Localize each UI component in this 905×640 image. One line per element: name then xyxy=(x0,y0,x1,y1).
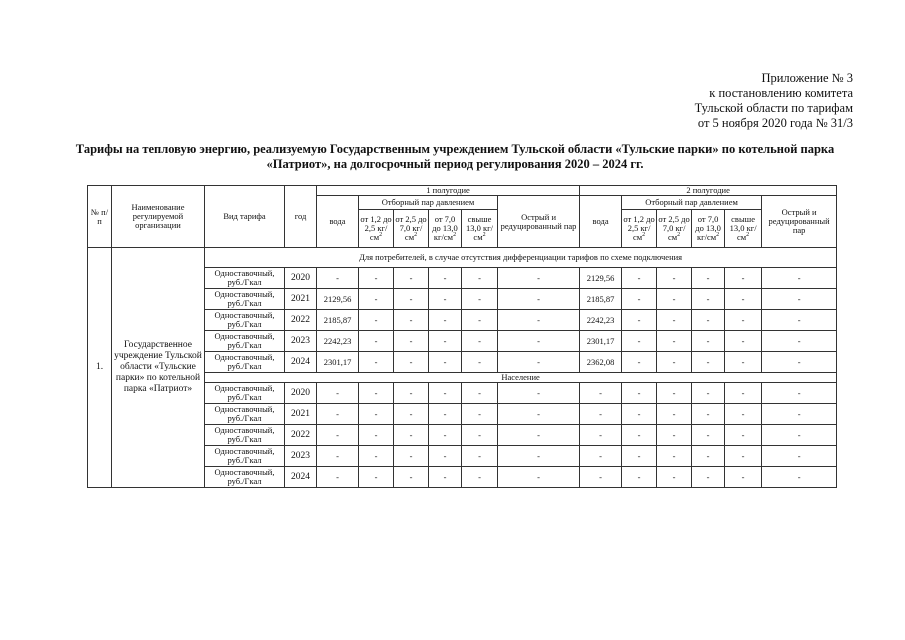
h1-steam-cell: - xyxy=(429,331,462,352)
h2-steam-cell: - xyxy=(725,467,762,488)
year-cell: 2024 xyxy=(285,352,317,373)
h1-water-cell: 2301,17 xyxy=(317,352,359,373)
h2-steam-cell: - xyxy=(762,310,837,331)
h1-steam-cell: - xyxy=(462,268,498,289)
h1-steam-cell: - xyxy=(394,467,429,488)
header-sharp-steam-h1: Острый и редуцированный пар xyxy=(498,196,580,248)
h1-steam-cell: - xyxy=(462,289,498,310)
h2-water-cell: 2185,87 xyxy=(580,289,622,310)
document-title: Тарифы на тепловую энергию, реализуемую Государственным учреждением Тульской области «Тульские парки» по котельной парка «Патриот», на долгосрочный период регулирования 2020 – 2024 гг. xyxy=(75,142,835,171)
h1-steam-cell: - xyxy=(394,446,429,467)
header-p1-h1: от 1,2 до 2,5 $кг/см^2$ xyxy=(359,210,394,248)
h1-steam-cell: - xyxy=(394,352,429,373)
h2-water-cell: 2301,17 xyxy=(580,331,622,352)
h1-steam-cell: - xyxy=(462,352,498,373)
tariff-table-body xyxy=(88,248,837,488)
h1-water-cell: - xyxy=(317,467,359,488)
h2-steam-cell: - xyxy=(622,446,657,467)
h2-steam-cell: - xyxy=(762,404,837,425)
header-half-2: 2 полугодие xyxy=(580,186,837,196)
h1-steam-cell: - xyxy=(359,310,394,331)
h2-steam-cell: - xyxy=(692,352,725,373)
tariff-type-cell: Одноставочный, руб./Гкал xyxy=(205,425,285,446)
h1-water-cell: 2129,56 xyxy=(317,289,359,310)
header-steam-h1: Отборный пар давлением xyxy=(359,196,498,210)
organization-name: Государственное учреждение Тульской области «Тульские парки» по котельной парка «Патриот» xyxy=(112,248,205,488)
h1-steam-cell: - xyxy=(359,404,394,425)
h2-steam-cell: - xyxy=(622,383,657,404)
h2-steam-cell: - xyxy=(725,352,762,373)
h2-steam-cell: - xyxy=(692,268,725,289)
tariff-type-cell: Одноставочный, руб./Гкал xyxy=(205,467,285,488)
h1-steam-cell: - xyxy=(429,268,462,289)
h1-steam-cell: - xyxy=(394,331,429,352)
year-cell: 2022 xyxy=(285,425,317,446)
h1-steam-cell: - xyxy=(498,331,580,352)
h2-steam-cell: - xyxy=(622,467,657,488)
h2-steam-cell: - xyxy=(622,425,657,446)
h1-steam-cell: - xyxy=(429,352,462,373)
h2-steam-cell: - xyxy=(762,268,837,289)
h2-steam-cell: - xyxy=(622,289,657,310)
h1-steam-cell: - xyxy=(359,446,394,467)
tariff-type-cell: Одноставочный, руб./Гкал xyxy=(205,352,285,373)
header-p1-h2: от 1,2 до 2,5 $кг/см^2$ xyxy=(622,210,657,248)
h1-steam-cell: - xyxy=(462,467,498,488)
tariff-type-cell: Одноставочный, руб./Гкал xyxy=(205,404,285,425)
h2-steam-cell: - xyxy=(762,289,837,310)
h2-steam-cell: - xyxy=(657,331,692,352)
h2-water-cell: - xyxy=(580,446,622,467)
h1-steam-cell: - xyxy=(498,289,580,310)
h2-steam-cell: - xyxy=(762,446,837,467)
h2-steam-cell: - xyxy=(725,268,762,289)
h1-steam-cell: - xyxy=(429,446,462,467)
h1-steam-cell: - xyxy=(498,268,580,289)
h2-steam-cell: - xyxy=(725,404,762,425)
h2-water-cell: 2242,23 xyxy=(580,310,622,331)
year-cell: 2020 xyxy=(285,268,317,289)
h2-steam-cell: - xyxy=(622,404,657,425)
h1-steam-cell: - xyxy=(462,425,498,446)
h2-steam-cell: - xyxy=(622,331,657,352)
header-tariff-type: Вид тарифа xyxy=(205,186,285,248)
h1-steam-cell: - xyxy=(394,268,429,289)
h2-steam-cell: - xyxy=(692,467,725,488)
h1-water-cell: - xyxy=(317,268,359,289)
h1-water-cell: 2242,23 xyxy=(317,331,359,352)
h2-steam-cell: - xyxy=(725,446,762,467)
header-p4-h1: свыше 13,0 $кг/см^2$ xyxy=(462,210,498,248)
h2-steam-cell: - xyxy=(762,383,837,404)
year-cell: 2021 xyxy=(285,289,317,310)
h1-steam-cell: - xyxy=(359,268,394,289)
h1-water-cell: - xyxy=(317,446,359,467)
h2-water-cell: - xyxy=(580,467,622,488)
h1-water-cell: 2185,87 xyxy=(317,310,359,331)
section-title: Для потребителей, в случае отсутствия дифференциации тарифов по схеме подключения xyxy=(205,248,837,268)
header-org-name: Наименование регулируемой организации xyxy=(112,186,205,248)
header-p3-h2: от 7,0 до 13,0 $кг/см^2$ xyxy=(692,210,725,248)
h2-steam-cell: - xyxy=(692,331,725,352)
header-half-1: 1 полугодие xyxy=(317,186,580,196)
header-p2-h2: от 2,5 до 7,0 $кг/см^2$ xyxy=(657,210,692,248)
h2-steam-cell: - xyxy=(657,404,692,425)
header-steam-h2: Отборный пар давлением xyxy=(622,196,762,210)
year-cell: 2020 xyxy=(285,383,317,404)
h1-steam-cell: - xyxy=(498,310,580,331)
h2-steam-cell: - xyxy=(657,425,692,446)
appendix-line-2: к постановлению комитета xyxy=(709,86,853,100)
h2-steam-cell: - xyxy=(692,289,725,310)
h1-steam-cell: - xyxy=(498,352,580,373)
h1-steam-cell: - xyxy=(394,404,429,425)
h1-steam-cell: - xyxy=(498,446,580,467)
tariff-type-cell: Одноставочный, руб./Гкал xyxy=(205,289,285,310)
h2-steam-cell: - xyxy=(725,331,762,352)
h2-steam-cell: - xyxy=(692,404,725,425)
h1-steam-cell: - xyxy=(394,383,429,404)
h1-steam-cell: - xyxy=(498,404,580,425)
h1-water-cell: - xyxy=(317,425,359,446)
tariff-type-cell: Одноставочный, руб./Гкал xyxy=(205,331,285,352)
h1-steam-cell: - xyxy=(498,425,580,446)
h1-water-cell: - xyxy=(317,404,359,425)
h1-steam-cell: - xyxy=(462,383,498,404)
row-number: 1. xyxy=(88,248,112,488)
year-cell: 2023 xyxy=(285,446,317,467)
appendix-line-1: Приложение № 3 xyxy=(761,71,853,85)
h2-steam-cell: - xyxy=(657,289,692,310)
h2-steam-cell: - xyxy=(622,268,657,289)
h2-steam-cell: - xyxy=(622,352,657,373)
year-cell: 2021 xyxy=(285,404,317,425)
h2-steam-cell: - xyxy=(692,310,725,331)
h1-steam-cell: - xyxy=(429,383,462,404)
h1-steam-cell: - xyxy=(429,425,462,446)
h2-steam-cell: - xyxy=(762,425,837,446)
h1-steam-cell: - xyxy=(462,310,498,331)
h2-steam-cell: - xyxy=(657,268,692,289)
h2-steam-cell: - xyxy=(692,425,725,446)
h2-steam-cell: - xyxy=(725,383,762,404)
h2-steam-cell: - xyxy=(725,425,762,446)
h2-steam-cell: - xyxy=(692,446,725,467)
h2-steam-cell: - xyxy=(725,310,762,331)
header-num: № п/п xyxy=(88,186,112,248)
h1-steam-cell: - xyxy=(429,289,462,310)
h1-steam-cell: - xyxy=(359,467,394,488)
h1-steam-cell: - xyxy=(429,310,462,331)
h1-steam-cell: - xyxy=(394,310,429,331)
h2-water-cell: - xyxy=(580,383,622,404)
tariff-type-cell: Одноставочный, руб./Гкал xyxy=(205,310,285,331)
h1-steam-cell: - xyxy=(359,352,394,373)
h2-steam-cell: - xyxy=(657,383,692,404)
h2-steam-cell: - xyxy=(762,352,837,373)
h2-steam-cell: - xyxy=(622,310,657,331)
h1-steam-cell: - xyxy=(498,383,580,404)
appendix-block xyxy=(695,71,853,131)
h1-water-cell: - xyxy=(317,383,359,404)
year-cell: 2023 xyxy=(285,331,317,352)
h1-steam-cell: - xyxy=(359,331,394,352)
h2-steam-cell: - xyxy=(657,310,692,331)
h2-water-cell: 2362,08 xyxy=(580,352,622,373)
section-title: Население xyxy=(205,373,837,383)
header-p2-h1: от 2,5 до 7,0 $кг/см^2$ xyxy=(394,210,429,248)
h1-steam-cell: - xyxy=(429,467,462,488)
tariff-type-cell: Одноставочный, руб./Гкал xyxy=(205,268,285,289)
h2-steam-cell: - xyxy=(762,331,837,352)
header-p3-h1: от 7,0 до 13,0 $кг/см^2$ xyxy=(429,210,462,248)
year-cell: 2024 xyxy=(285,467,317,488)
header-water-h1: вода xyxy=(317,196,359,248)
h1-steam-cell: - xyxy=(359,383,394,404)
tariff-type-cell: Одноставочный, руб./Гкал xyxy=(205,383,285,404)
h2-steam-cell: - xyxy=(657,467,692,488)
appendix-line-3: Тульской области по тарифам xyxy=(694,101,853,115)
h2-steam-cell: - xyxy=(657,446,692,467)
h1-steam-cell: - xyxy=(394,289,429,310)
appendix-line-4: от 5 ноября 2020 года № 31/3 xyxy=(697,116,853,130)
h2-water-cell: 2129,56 xyxy=(580,268,622,289)
h2-water-cell: - xyxy=(580,404,622,425)
h2-steam-cell: - xyxy=(725,289,762,310)
header-water-h2: вода xyxy=(580,196,622,248)
header-sharp-steam-h2: Острый и редуцированный пар xyxy=(762,196,837,248)
h1-steam-cell: - xyxy=(462,404,498,425)
tariff-type-cell: Одноставочный, руб./Гкал xyxy=(205,446,285,467)
h1-steam-cell: - xyxy=(359,425,394,446)
h1-steam-cell: - xyxy=(394,425,429,446)
tariff-table xyxy=(87,185,837,488)
year-cell: 2022 xyxy=(285,310,317,331)
h1-steam-cell: - xyxy=(429,404,462,425)
h1-steam-cell: - xyxy=(498,467,580,488)
h2-water-cell: - xyxy=(580,425,622,446)
h1-steam-cell: - xyxy=(462,331,498,352)
h2-steam-cell: - xyxy=(657,352,692,373)
header-p4-h2: свыше 13,0 $кг/см^2$ xyxy=(725,210,762,248)
header-year: год xyxy=(285,186,317,248)
h1-steam-cell: - xyxy=(359,289,394,310)
h1-steam-cell: - xyxy=(462,446,498,467)
h2-steam-cell: - xyxy=(762,467,837,488)
h2-steam-cell: - xyxy=(692,383,725,404)
